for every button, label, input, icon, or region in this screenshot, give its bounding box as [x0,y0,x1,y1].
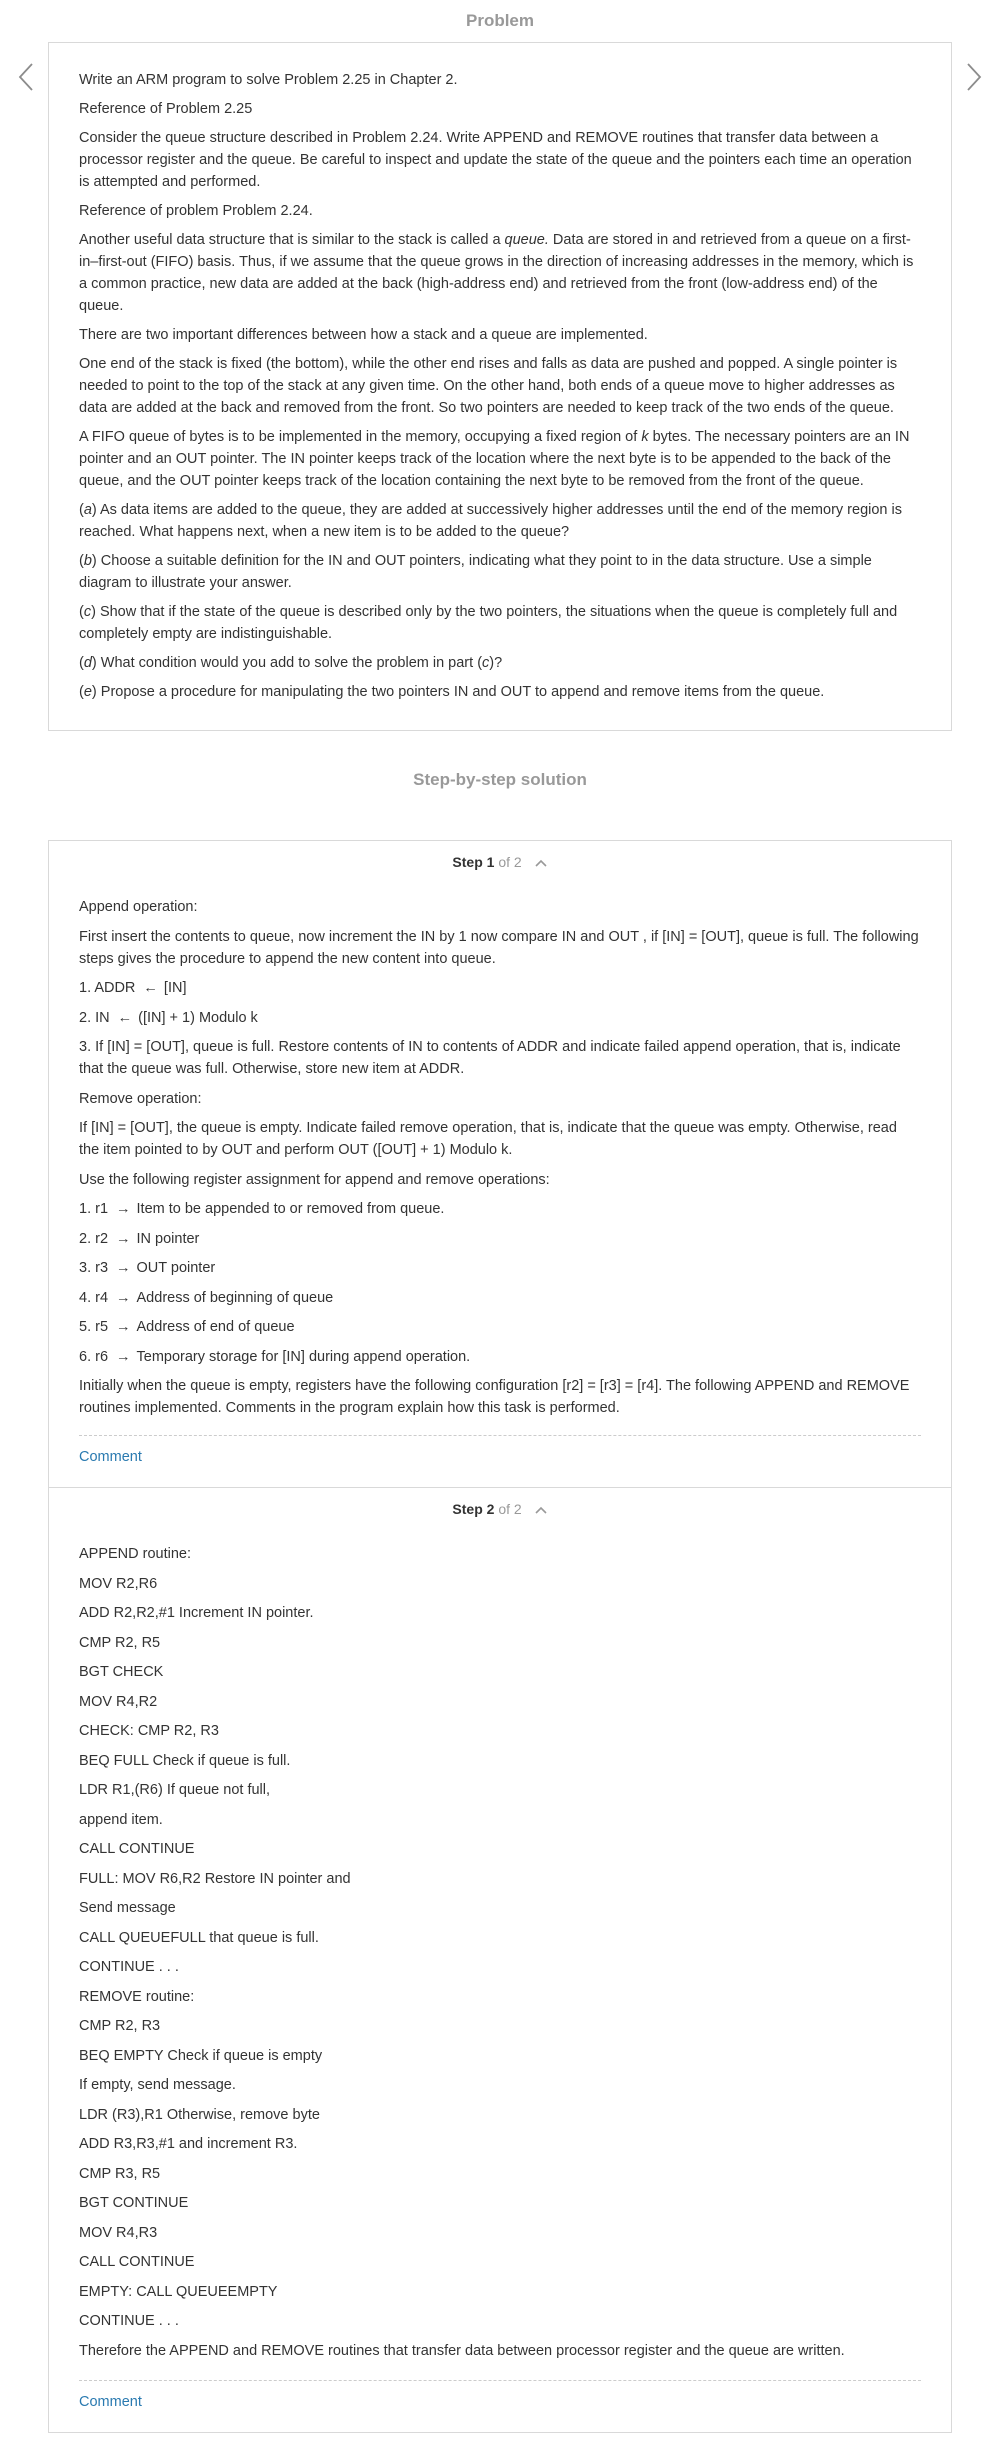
solution-line [79,1257,921,1279]
solution-line [79,977,921,999]
text: Remove operation: [79,1090,202,1107]
solution-card [48,840,952,2433]
italic-text: k [641,429,649,445]
solution-line [79,2133,921,2155]
solution-line [79,1287,921,1309]
solution-line [79,1750,921,1772]
solution-line [79,1346,921,1368]
text: If empty, send message. [79,2077,236,2093]
problem-body [79,69,921,703]
problem-paragraph [79,601,921,645]
text: CALL CONTINUE [79,2254,195,2270]
text: CONTINUE . . . [79,2313,179,2329]
text: BGT CHECK [79,1664,164,1680]
text: ADD R3,R3,#1 and increment R3. [79,2136,298,2152]
step-header[interactable] [79,1488,921,1533]
text: REMOVE routine: [79,1988,195,2005]
text: APPEND routine: [79,1546,192,1562]
text: One end of the stack is fixed (the bottom), while the other end rises and falls as data are pushed and popped. A single pointer is needed to point to the top of the stack at any given time. On the other hand, both ends of a queue move to higher addresses as data are added at the back and removed from the front. So two pointers are needed to keep track of the two ends of the queue. [79,356,898,416]
text: First insert the contents to queue, now increment the IN by 1 now compare IN and OUT , if [IN] = [OUT], queue is full. The following steps gives the procedure to append the new content into queue. [79,928,919,967]
solution-line [79,1868,921,1890]
right-arrow-icon: → [116,1230,131,1247]
solution-line [79,1316,921,1338]
text: Reference of problem Problem 2.24. [79,203,313,219]
text: Reference of Problem 2.25 [79,101,253,117]
text: ) Show that if the state of the queue is described only by the two pointers, the situations when the queue is completely full and completely empty are indistinguishable. [79,604,898,642]
text: ) Choose a suitable definition for the IN and OUT pointers, indicating what they point to in the data structure. Use a simple diagram to illustrate your answer. [79,553,872,591]
solution-line [79,1573,921,1595]
left-arrow-icon: ← [143,980,158,996]
solution-line [79,2045,921,2067]
text: ) Propose a procedure for manipulating the two pointers IN and OUT to append and remove items from the queue. [91,684,825,700]
text: 1. r1 [79,1201,109,1217]
step-header[interactable] [79,841,921,886]
text: Temporary storage for [IN] during append operation. [136,1348,471,1365]
previous-arrow-icon[interactable] [16,62,36,92]
solution-line [79,1169,921,1191]
problem-paragraph [79,229,921,317]
text: EMPTY: CALL QUEUEEMPTY [79,2283,278,2300]
text: LDR (R3),R1 Otherwise, remove byte [79,2106,320,2123]
problem-paragraph [79,681,921,703]
text: CHECK: CMP R2, R3 [79,1723,219,1739]
text: Item to be appended to or removed from queue. [136,1201,445,1217]
problem-paragraph [79,200,921,222]
solution-line [79,896,921,918]
text: MOV R4,R3 [79,2224,158,2241]
text: 2. IN [79,1009,110,1026]
solution-line [79,1117,921,1161]
text: 3. r3 [79,1260,109,1276]
chevron-up-icon[interactable] [534,855,548,871]
text: CONTINUE . . . [79,1959,179,1975]
step-body [79,886,921,1419]
step-label: Step 1 [452,854,495,870]
problem-paragraph [79,499,921,543]
solution-line [79,2104,921,2126]
text: ( [79,684,84,700]
step-1 [49,841,951,1487]
problem-paragraph [79,98,921,120]
next-arrow-icon[interactable] [964,62,984,92]
text: ( [79,655,84,671]
problem-title: Problem [465,11,535,30]
problem-paragraph [79,550,921,594]
comment-link[interactable]: Comment [79,1449,142,1465]
text: BGT CONTINUE [79,2195,189,2211]
step-count: of 2 [494,854,522,870]
text: ) As data items are added to the queue, they are added at successively higher addresses until the end of the memory region is reached. What happens next, when a new item is to be added to the queue? [79,502,902,540]
solution-line [79,1198,921,1220]
text: 1. ADDR [79,980,136,996]
divider [79,1435,921,1436]
solution-line [79,2251,921,2273]
solution-line [79,1691,921,1713]
problem-card [48,42,952,731]
problem-paragraph [79,69,921,91]
italic-text: d [83,655,92,671]
text: ([IN] + 1) Modulo k [138,1009,258,1026]
text: MOV R4,R2 [79,1693,158,1710]
solution-line [79,1809,921,1831]
text: Use the following register assignment for append and remove operations: [79,1171,550,1188]
right-arrow-icon: → [116,1260,131,1276]
text: A FIFO queue of bytes is to be implemented in the memory, occupying a fixed region of [79,429,642,445]
problem-paragraph [79,426,921,492]
solution-line [79,2015,921,2037]
text: If [IN] = [OUT], the queue is empty. Indicate failed remove operation, that is, indicate that the queue was empty. Otherwise, read the item pointed to by OUT and perform OUT ([OUT] + 1) Modulo k. [79,1120,897,1158]
text: [IN] [163,980,187,996]
problem-paragraph [79,652,921,674]
left-arrow-icon: ← [117,1009,133,1026]
italic-text: b [83,553,92,569]
chevron-up-icon[interactable] [534,1502,548,1518]
solution-line [79,1661,921,1683]
solution-title: Step-by-step solution [413,770,587,789]
text: FULL: MOV R6,R2 Restore IN pointer and [79,1870,351,1887]
text: Address of end of queue [136,1319,295,1335]
text: OUT pointer [136,1260,216,1276]
text: Initially when the queue is empty, registers have the following configuration [r2] = [r3] = [r4]. The following APPEND and REMOVE routines implemented. Comments in the program explain how this task is performed. [79,1378,910,1416]
step-count: of 2 [494,1501,522,1517]
text: Write an ARM program to solve Problem 2.25 in Chapter 2. [79,72,458,88]
italic-text: e [83,684,92,700]
problem-paragraph [79,127,921,193]
right-arrow-icon: → [116,1201,131,1217]
italic-text: a [83,502,92,518]
text: 4. r4 [79,1289,109,1306]
text: Address of beginning of queue [136,1289,334,1306]
text: BEQ FULL Check if queue is full. [79,1752,291,1769]
text: ADD R2,R2,#1 Increment IN pointer. [79,1605,314,1621]
solution-line [79,2074,921,2096]
solution-line [79,1007,921,1029]
text: Consider the queue structure described in Problem 2.24. Write APPEND and REMOVE routines that transfer data between a processor register and the queue. Be careful to inspect and update the state of the queue and the pointers each time an operation is attempted and performed. [79,130,912,190]
right-arrow-icon: → [116,1348,131,1365]
text: There are two important differences between how a stack and a queue are implemented. [79,327,648,343]
text: Therefore the APPEND and REMOVE routines that transfer data between processor register and the queue are written. [79,2342,845,2359]
text: 6. r6 [79,1348,109,1365]
solution-line [79,1720,921,1742]
solution-line [79,1543,921,1565]
text: )? [489,655,503,671]
text: LDR R1,(R6) If queue not full, [79,1782,271,1798]
solution-line [79,1602,921,1624]
comment-link[interactable]: Comment [79,2393,142,2410]
text: CMP R3, R5 [79,2165,161,2182]
solution-line [79,2222,921,2244]
text: CMP R2, R5 [79,1634,161,1651]
text: 5. r5 [79,1319,109,1335]
text: IN pointer [136,1230,200,1247]
solution-line [79,2192,921,2214]
problem-paragraph [79,353,921,419]
italic-text: c [83,604,92,620]
solution-line [79,1956,921,1978]
solution-line [79,1632,921,1654]
solution-line [79,1838,921,1860]
text: Append operation: [79,899,198,915]
text: ( [79,604,84,620]
solution-line [79,1897,921,1919]
text: MOV R2,R6 [79,1575,158,1592]
text: ( [79,553,84,569]
step-label: Step 2 [452,1501,495,1517]
text: ) What condition would you add to solve the problem in part ( [91,655,483,671]
step-2 [49,1487,951,2432]
text: CALL CONTINUE [79,1841,195,1857]
right-arrow-icon: → [116,1289,131,1306]
solution-line [79,1779,921,1801]
solution-line [79,1375,921,1419]
solution-line [79,2281,921,2303]
text: CALL QUEUEFULL that queue is full. [79,1929,319,1946]
italic-text: c [482,655,490,671]
solution-line [79,1986,921,2008]
solution-line [79,1036,921,1080]
text: Data are stored in and retrieved from a queue on a first-in–first-out (FIFO) basis. Thus, if we assume that the queue grows in the direction of increasing addresses in the memory, which is a common practice, new data are added at the back (high-address end) and retrieved from the front (low-address end) of the queue. [79,232,914,314]
text: 3. If [IN] = [OUT], queue is full. Restore contents of IN to contents of ADDR and indicate failed append operation, that is, indicate that the queue was full. Otherwise, store new item at ADDR. [79,1039,901,1077]
divider [79,2380,921,2381]
text: Send message [79,1900,176,1916]
text: Another useful data structure that is similar to the stack is called a [79,232,505,248]
solution-line [79,2310,921,2332]
italic-text: queue. [504,232,549,248]
text: BEQ EMPTY Check if queue is empty [79,2047,323,2064]
text: CMP R2, R3 [79,2018,161,2034]
right-arrow-icon: → [116,1319,131,1335]
text: bytes. The necessary pointers are an IN pointer and an OUT pointer. The IN pointer keeps track of the location where the next byte is to be appended to the back of the queue, and the OUT pointer keeps track of the location containing the next byte to be removed from the front of the queue. [79,429,910,489]
text: ( [79,502,84,518]
solution-line [79,926,921,970]
solution-line [79,2163,921,2185]
text: 2. r2 [79,1230,109,1247]
step-body [79,1533,921,2362]
solution-line [79,2340,921,2362]
problem-paragraph [79,324,921,346]
solution-line [79,1228,921,1250]
text: append item. [79,1811,163,1828]
solution-line [79,1927,921,1949]
solution-line [79,1088,921,1110]
